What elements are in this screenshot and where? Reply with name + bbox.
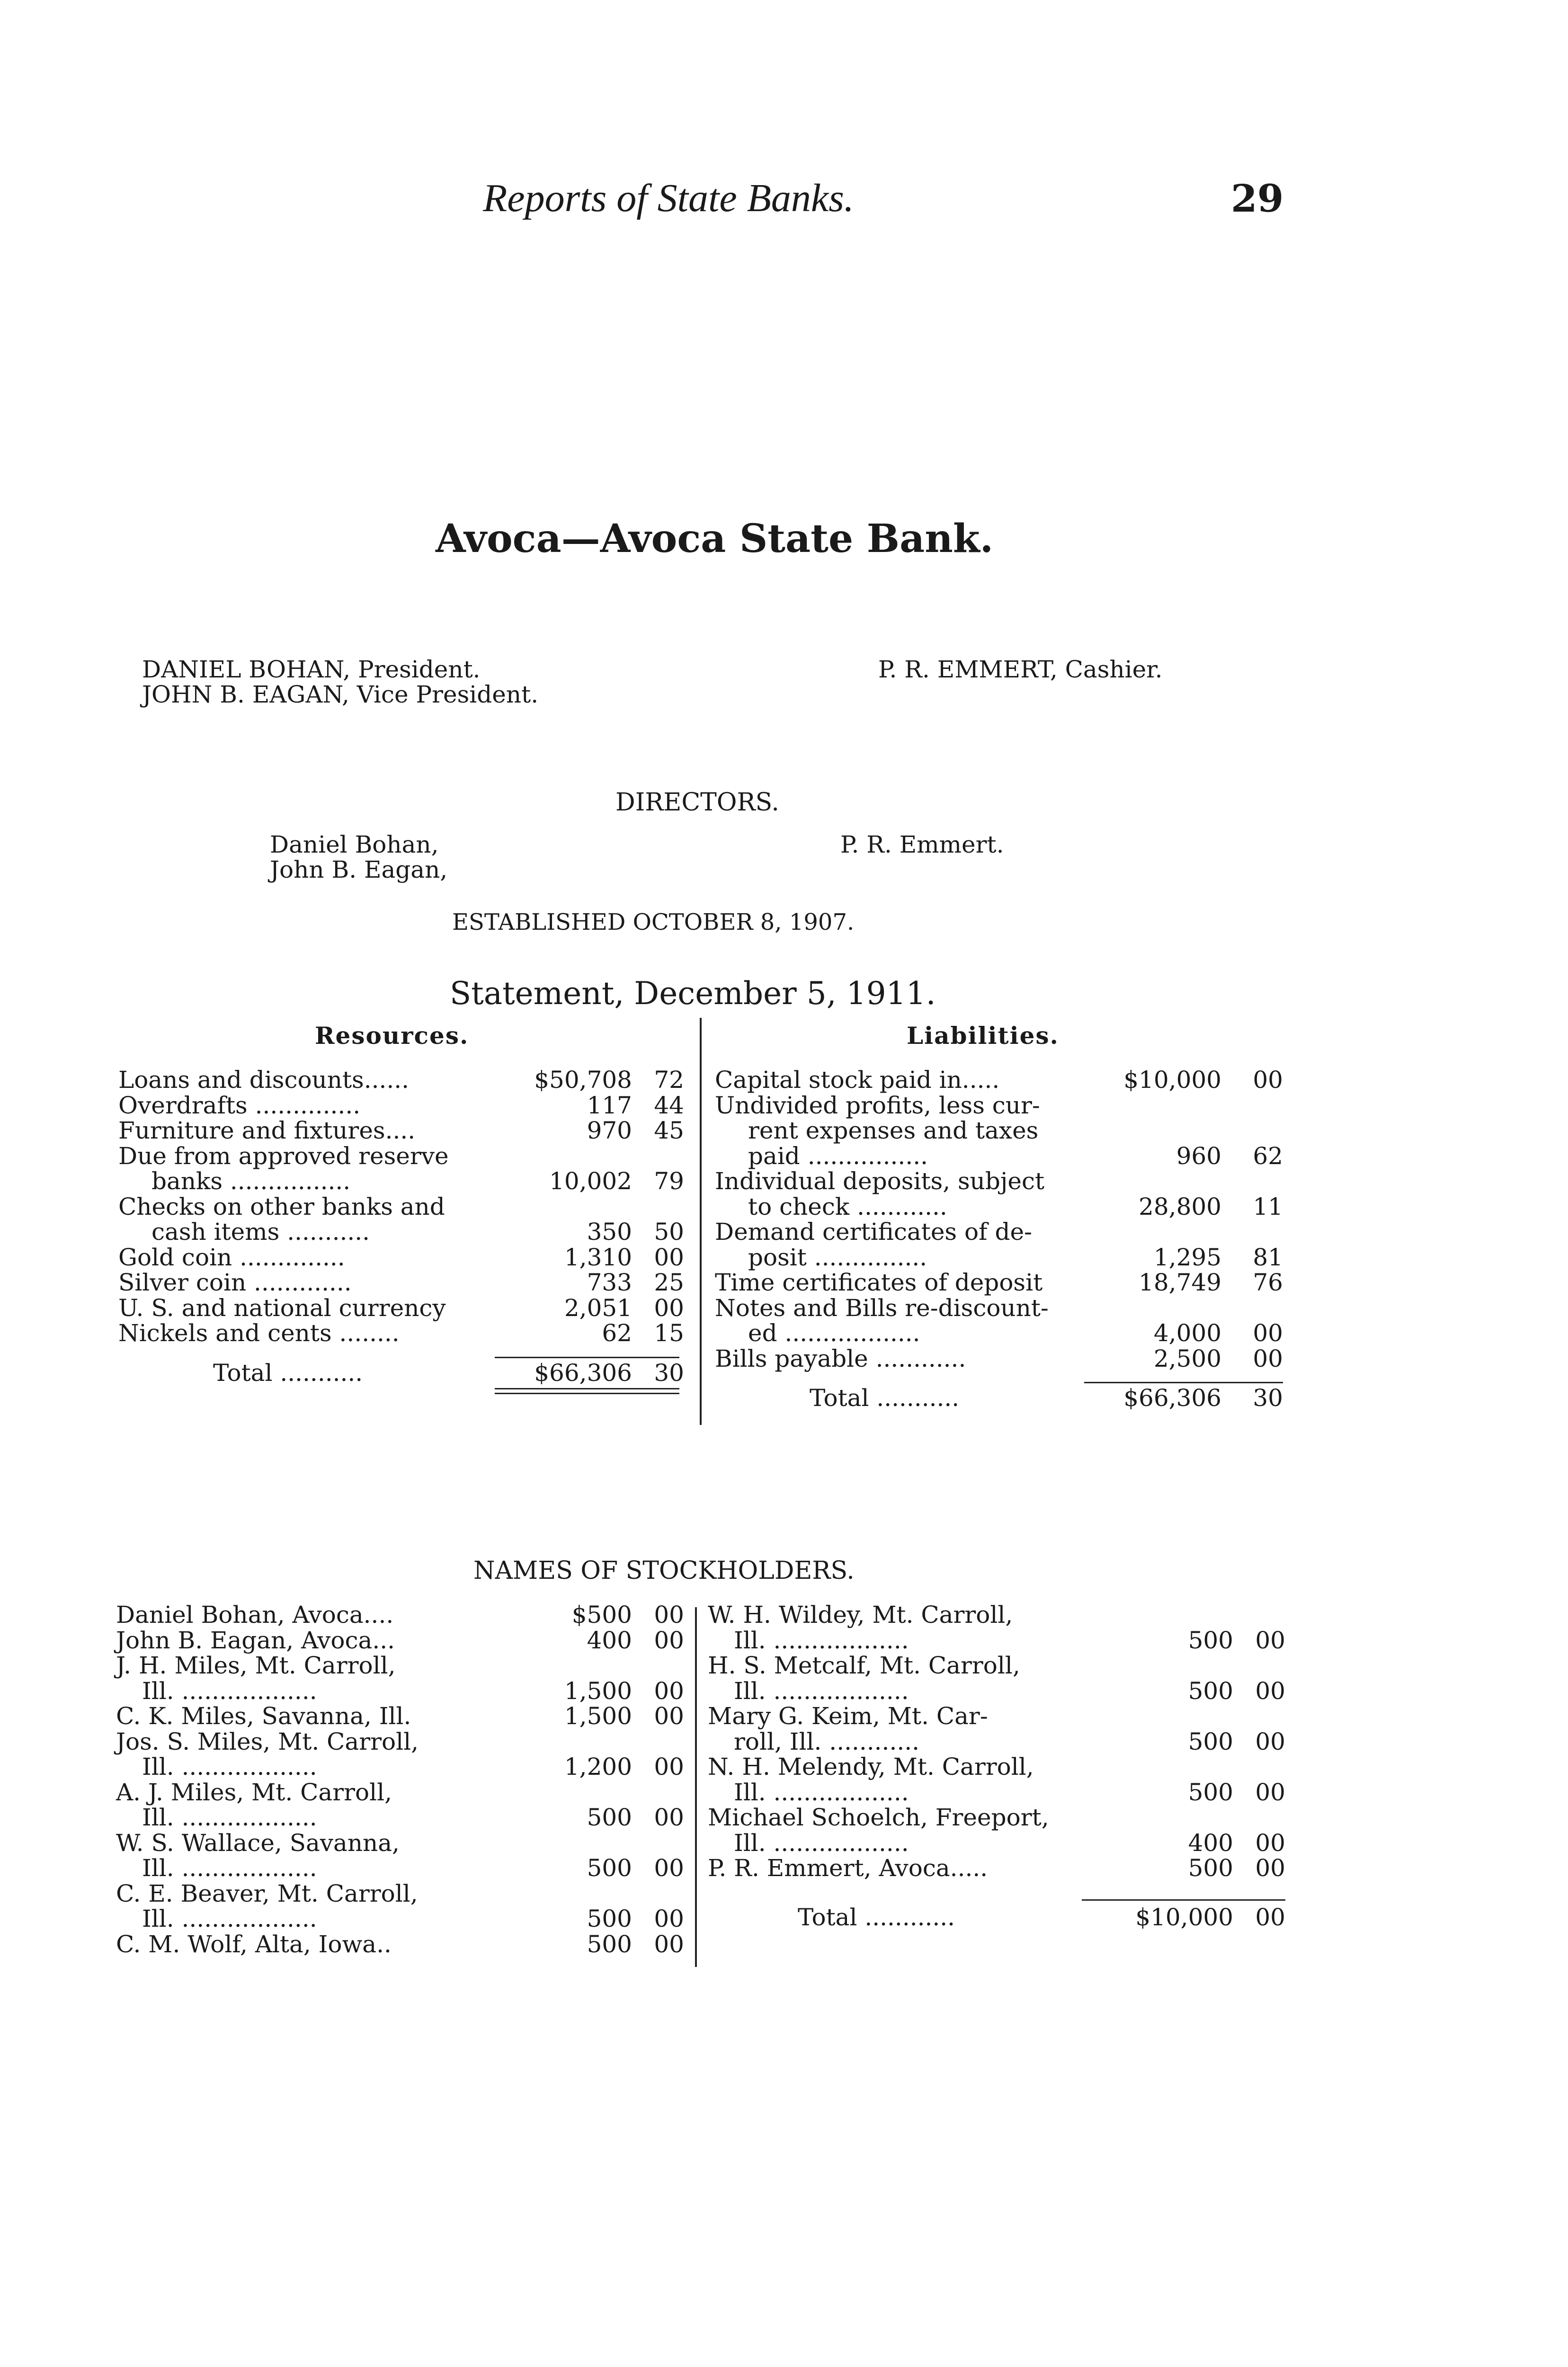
liability-row bbox=[715, 1144, 1283, 1169]
entry-dollars: $50,708 bbox=[534, 1066, 632, 1094]
entry-cents: 76 bbox=[1253, 1269, 1283, 1296]
director-name: Daniel Bohan, bbox=[270, 831, 439, 858]
stockholder-row bbox=[116, 1729, 684, 1755]
entry-label: John B. Eagan, Avoca... bbox=[116, 1627, 395, 1654]
entry-cents: 00 bbox=[1255, 1779, 1285, 1806]
entry-label: Demand certificates of de- bbox=[715, 1218, 1032, 1246]
resource-row bbox=[118, 1296, 684, 1321]
entry-dollars: 1,295 bbox=[1153, 1244, 1221, 1271]
entry-dollars: 28,800 bbox=[1139, 1193, 1221, 1220]
entry-label: paid ................ bbox=[748, 1142, 928, 1170]
entry-dollars: 62 bbox=[602, 1319, 632, 1347]
established-date: ESTABLISHED OCTOBER 8, 1907. bbox=[452, 909, 855, 935]
entry-dollars: $66,306 bbox=[534, 1359, 632, 1387]
entry-dollars: 350 bbox=[587, 1218, 632, 1246]
resource-row bbox=[118, 1219, 684, 1245]
entry-dollars: 500 bbox=[1188, 1854, 1233, 1882]
double-rule bbox=[495, 1388, 679, 1389]
entry-cents: 45 bbox=[654, 1117, 684, 1144]
entry-dollars: 500 bbox=[1188, 1728, 1233, 1755]
stockholder-row bbox=[708, 1856, 1285, 1881]
entry-cents: 11 bbox=[1253, 1193, 1283, 1220]
entry-dollars: $10,000 bbox=[1123, 1066, 1221, 1094]
entry-dollars: 1,200 bbox=[564, 1753, 632, 1780]
entry-dollars: 500 bbox=[587, 1804, 632, 1831]
entry-label: Time certificates of deposit bbox=[715, 1269, 1043, 1296]
column-divider bbox=[700, 1018, 702, 1425]
officer-president: DANIEL BOHAN, President. bbox=[142, 656, 481, 683]
resource-row bbox=[118, 1321, 684, 1346]
entry-cents: 00 bbox=[654, 1753, 684, 1780]
double-rule bbox=[495, 1393, 679, 1394]
entry-label: Bills payable ............ bbox=[715, 1345, 966, 1372]
stockholder-row bbox=[708, 1679, 1285, 1704]
entry-cents: 00 bbox=[1255, 1627, 1285, 1654]
entry-label: Total ........... bbox=[810, 1384, 960, 1412]
stockholder-row bbox=[116, 1679, 684, 1704]
stockholder-row bbox=[708, 1754, 1285, 1780]
stockholder-row bbox=[708, 1805, 1285, 1831]
liability-row bbox=[715, 1194, 1283, 1220]
resource-total-row bbox=[118, 1361, 684, 1386]
entry-dollars: $500 bbox=[571, 1601, 632, 1628]
stockholder-row bbox=[116, 1780, 684, 1806]
entry-label: Ill. .................. bbox=[734, 1627, 909, 1654]
entry-cents: 00 bbox=[654, 1294, 684, 1322]
stockholders-heading: NAMES OF STOCKHOLDERS. bbox=[473, 1557, 855, 1585]
stockholder-row bbox=[708, 1831, 1285, 1856]
entry-cents: 00 bbox=[654, 1804, 684, 1831]
stockholder-row bbox=[116, 1831, 684, 1856]
resource-row bbox=[118, 1093, 684, 1119]
officer-cashier: P. R. EMMERT, Cashier. bbox=[878, 656, 1163, 683]
stockholder-row bbox=[116, 1932, 684, 1958]
director-name: John B. Eagan, bbox=[270, 856, 448, 883]
entry-label: rent expenses and taxes bbox=[748, 1117, 1039, 1144]
entry-cents: 25 bbox=[654, 1269, 684, 1296]
stockholder-total-row bbox=[708, 1905, 1285, 1931]
entry-label: Ill. .................. bbox=[142, 1753, 317, 1780]
entry-label: H. S. Metcalf, Mt. Carroll, bbox=[708, 1652, 1020, 1679]
entry-dollars: 400 bbox=[587, 1627, 632, 1654]
running-title: Reports of State Banks. bbox=[483, 176, 854, 220]
stockholder-row bbox=[708, 1729, 1285, 1755]
entry-cents: 00 bbox=[654, 1854, 684, 1882]
liability-row bbox=[715, 1296, 1283, 1321]
entry-dollars: 10,002 bbox=[549, 1167, 632, 1195]
stockholders-left bbox=[116, 1602, 684, 1972]
entry-label: roll, Ill. ............ bbox=[734, 1728, 920, 1755]
resource-row bbox=[118, 1270, 684, 1296]
stockholder-row bbox=[708, 1602, 1285, 1628]
entry-dollars: 970 bbox=[587, 1117, 632, 1144]
stockholder-row bbox=[116, 1906, 684, 1932]
entry-label: C. E. Beaver, Mt. Carroll, bbox=[116, 1880, 418, 1907]
entry-cents: 00 bbox=[1255, 1854, 1285, 1882]
entry-label: Nickels and cents ........ bbox=[118, 1319, 400, 1347]
entry-label: Furniture and fixtures.... bbox=[118, 1117, 416, 1144]
entry-label: Jos. S. Miles, Mt. Carroll, bbox=[116, 1728, 419, 1755]
statement-heading: Statement, December 5, 1911. bbox=[450, 975, 936, 1012]
entry-label: N. H. Melendy, Mt. Carroll, bbox=[708, 1753, 1034, 1780]
entry-dollars: 1,500 bbox=[564, 1677, 632, 1705]
entry-cents: 50 bbox=[654, 1218, 684, 1246]
stockholder-row bbox=[116, 1805, 684, 1831]
entry-dollars: 500 bbox=[1188, 1677, 1233, 1705]
entry-cents: 00 bbox=[654, 1677, 684, 1705]
entry-label: Loans and discounts...... bbox=[118, 1066, 410, 1094]
entry-cents: 00 bbox=[1255, 1677, 1285, 1705]
entry-label: P. R. Emmert, Avoca..... bbox=[708, 1854, 988, 1882]
stockholder-row bbox=[708, 1653, 1285, 1679]
entry-dollars: 2,500 bbox=[1153, 1345, 1221, 1372]
entry-label: Individual deposits, subject bbox=[715, 1167, 1045, 1195]
stockholder-row bbox=[708, 1780, 1285, 1806]
entry-label: W. S. Wallace, Savanna, bbox=[116, 1829, 400, 1857]
bank-title: Avoca—Avoca State Bank. bbox=[436, 516, 994, 561]
resource-row bbox=[118, 1068, 684, 1093]
liability-row bbox=[715, 1270, 1283, 1296]
entry-dollars: $10,000 bbox=[1135, 1904, 1233, 1931]
entry-dollars: 500 bbox=[1188, 1627, 1233, 1654]
resource-row bbox=[118, 1144, 684, 1169]
entry-cents: 00 bbox=[654, 1702, 684, 1730]
liability-row bbox=[715, 1219, 1283, 1245]
resources-heading: Resources. bbox=[315, 1022, 469, 1050]
entry-cents: 00 bbox=[654, 1601, 684, 1628]
entry-dollars: 117 bbox=[587, 1092, 632, 1119]
entry-label: Michael Schoelch, Freeport, bbox=[708, 1804, 1049, 1831]
entry-label: Overdrafts .............. bbox=[118, 1092, 361, 1119]
liability-row bbox=[715, 1245, 1283, 1271]
entry-label: Ill. .................. bbox=[142, 1804, 317, 1831]
entry-cents: 81 bbox=[1253, 1244, 1283, 1271]
entry-label: J. H. Miles, Mt. Carroll, bbox=[116, 1652, 396, 1679]
entry-label: Ill. .................. bbox=[142, 1677, 317, 1705]
officer-vice-president: JOHN B. EAGAN, Vice President. bbox=[142, 681, 539, 708]
entry-cents: 00 bbox=[654, 1905, 684, 1932]
entry-cents: 00 bbox=[654, 1627, 684, 1654]
entry-dollars: 733 bbox=[587, 1269, 632, 1296]
entry-cents: 00 bbox=[1253, 1345, 1283, 1372]
liability-row bbox=[715, 1093, 1283, 1119]
entry-label: W. H. Wildey, Mt. Carroll, bbox=[708, 1601, 1013, 1628]
liabilities-table bbox=[715, 1068, 1283, 1446]
stockholder-row bbox=[116, 1856, 684, 1881]
entry-label: C. M. Wolf, Alta, Iowa.. bbox=[116, 1931, 392, 1958]
liability-row bbox=[715, 1068, 1283, 1093]
entry-cents: 72 bbox=[654, 1066, 684, 1094]
entry-label: Total ........... bbox=[213, 1359, 363, 1387]
resource-row bbox=[118, 1118, 684, 1144]
directors-heading: DIRECTORS. bbox=[615, 788, 779, 817]
entry-label: banks ................ bbox=[151, 1167, 351, 1195]
entry-cents: 00 bbox=[654, 1244, 684, 1271]
entry-cents: 30 bbox=[1253, 1384, 1283, 1412]
entry-label: Ill. .................. bbox=[734, 1829, 909, 1857]
liability-row bbox=[715, 1118, 1283, 1144]
resource-row bbox=[118, 1194, 684, 1220]
entry-label: Ill. .................. bbox=[142, 1905, 317, 1932]
stockholder-row bbox=[116, 1653, 684, 1679]
entry-cents: 00 bbox=[1255, 1728, 1285, 1755]
entry-label: Notes and Bills re-discount- bbox=[715, 1294, 1049, 1322]
stockholder-row bbox=[116, 1628, 684, 1654]
entry-cents: 30 bbox=[654, 1359, 684, 1387]
entry-label: C. K. Miles, Savanna, Ill. bbox=[116, 1702, 411, 1730]
entry-cents: 44 bbox=[654, 1092, 684, 1119]
entry-cents: 00 bbox=[1253, 1319, 1283, 1347]
entry-dollars: 1,500 bbox=[564, 1702, 632, 1730]
entry-dollars: 500 bbox=[1188, 1779, 1233, 1806]
stockholder-row bbox=[116, 1754, 684, 1780]
entry-dollars: 2,051 bbox=[564, 1294, 632, 1322]
entry-label: Ill. .................. bbox=[142, 1854, 317, 1882]
entry-dollars: 500 bbox=[587, 1931, 632, 1958]
entry-dollars: 960 bbox=[1176, 1142, 1221, 1170]
entry-label: cash items ........... bbox=[151, 1218, 370, 1246]
total-rule bbox=[495, 1357, 679, 1358]
entry-cents: 00 bbox=[1255, 1829, 1285, 1857]
stockholders-right bbox=[708, 1602, 1285, 1972]
liability-row bbox=[715, 1321, 1283, 1346]
entry-label: ed .................. bbox=[748, 1319, 920, 1347]
entry-label: Checks on other banks and bbox=[118, 1193, 445, 1220]
stockholder-row bbox=[116, 1704, 684, 1729]
liability-total-row bbox=[715, 1386, 1283, 1411]
entry-label: Ill. .................. bbox=[734, 1779, 909, 1806]
entry-dollars: 18,749 bbox=[1139, 1269, 1221, 1296]
entry-dollars: 4,000 bbox=[1153, 1319, 1221, 1347]
entry-dollars: $66,306 bbox=[1123, 1384, 1221, 1412]
entry-label: Mary G. Keim, Mt. Car- bbox=[708, 1702, 988, 1730]
entry-label: Total ............ bbox=[798, 1904, 955, 1931]
stockholder-row bbox=[708, 1628, 1285, 1654]
entry-cents: 79 bbox=[654, 1167, 684, 1195]
stockholder-row bbox=[116, 1881, 684, 1907]
entry-cents: 15 bbox=[654, 1319, 684, 1347]
liability-row bbox=[715, 1169, 1283, 1194]
entry-label: Due from approved reserve bbox=[118, 1142, 449, 1170]
entry-label: Daniel Bohan, Avoca.... bbox=[116, 1601, 394, 1628]
entry-label: Undivided profits, less cur- bbox=[715, 1092, 1040, 1119]
stockholder-row bbox=[116, 1602, 684, 1628]
entry-dollars: 1,310 bbox=[564, 1244, 632, 1271]
entry-dollars: 500 bbox=[587, 1905, 632, 1932]
entry-label: to check ............ bbox=[748, 1193, 947, 1220]
entry-label: A. J. Miles, Mt. Carroll, bbox=[116, 1779, 392, 1806]
entry-cents: 62 bbox=[1253, 1142, 1283, 1170]
entry-cents: 00 bbox=[1255, 1904, 1285, 1931]
page-number: 29 bbox=[1231, 176, 1284, 221]
entry-label: Silver coin ............. bbox=[118, 1269, 352, 1296]
column-divider bbox=[695, 1607, 697, 1967]
liability-row bbox=[715, 1346, 1283, 1372]
entry-dollars: 400 bbox=[1188, 1829, 1233, 1857]
entry-label: posit ............... bbox=[748, 1244, 927, 1271]
total-rule bbox=[1084, 1382, 1283, 1383]
liabilities-heading: Liabilities. bbox=[907, 1022, 1059, 1050]
total-rule bbox=[1082, 1899, 1285, 1901]
entry-dollars: 500 bbox=[587, 1854, 632, 1882]
director-name: P. R. Emmert. bbox=[840, 831, 1004, 858]
resource-row bbox=[118, 1245, 684, 1271]
entry-label: Capital stock paid in..... bbox=[715, 1066, 1000, 1094]
entry-label: Ill. .................. bbox=[734, 1677, 909, 1705]
resource-row bbox=[118, 1169, 684, 1194]
stockholder-row bbox=[708, 1704, 1285, 1729]
entry-label: U. S. and national currency bbox=[118, 1294, 446, 1322]
entry-cents: 00 bbox=[654, 1931, 684, 1958]
entry-cents: 00 bbox=[1253, 1066, 1283, 1094]
resources-table bbox=[118, 1068, 684, 1427]
entry-label: Gold coin .............. bbox=[118, 1244, 345, 1271]
